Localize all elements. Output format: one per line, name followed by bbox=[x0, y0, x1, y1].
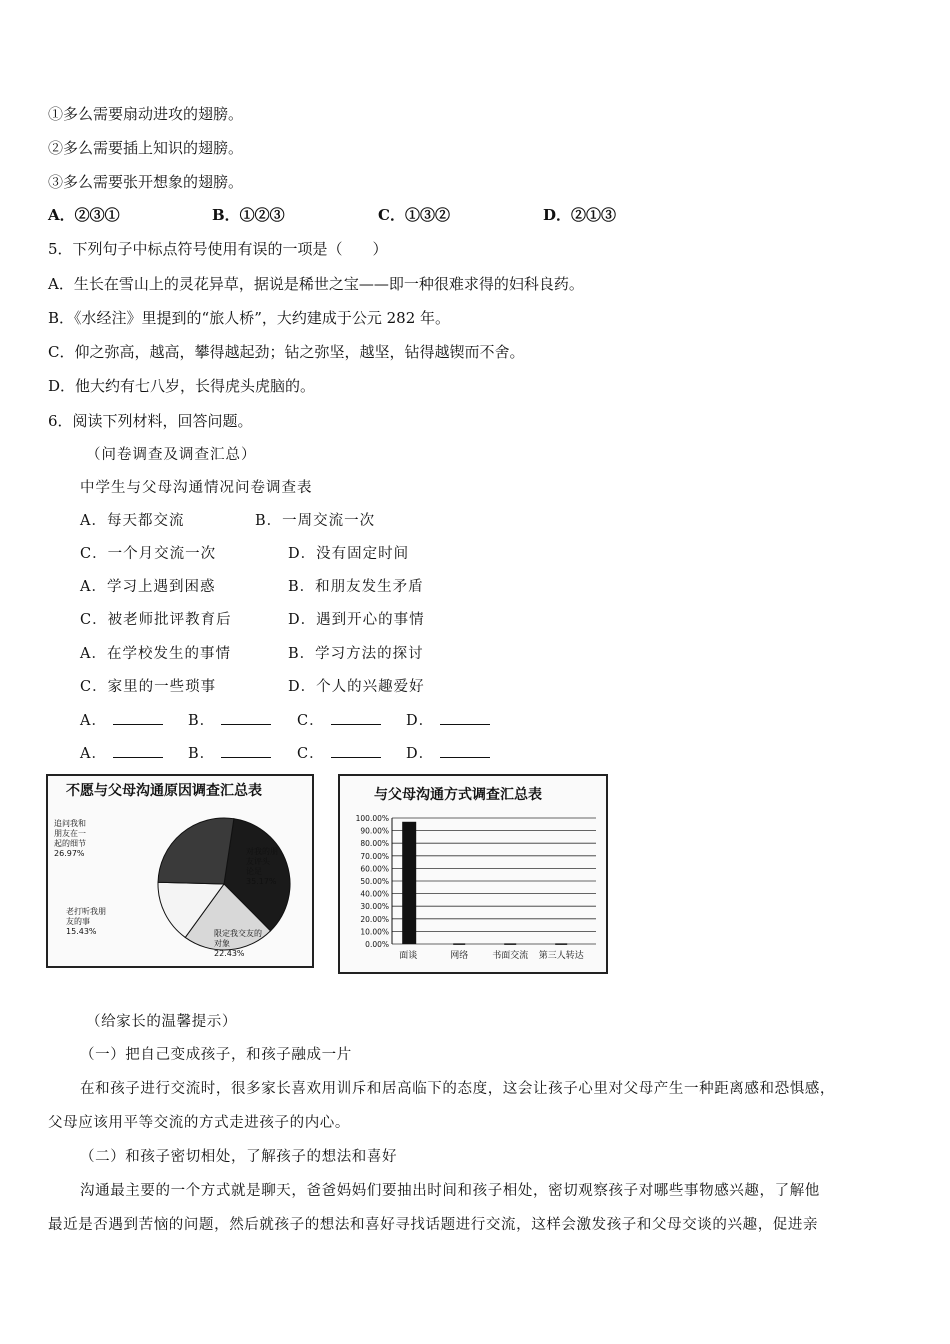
q4-option-1: ①多么需要扇动进攻的翅膀。 bbox=[48, 105, 244, 123]
q4-choice-b: B．①②③ bbox=[212, 206, 285, 224]
x-tick-label: 第三人转达 bbox=[538, 951, 584, 961]
blank-answer-c[interactable] bbox=[297, 742, 381, 763]
y-tick-label: 40.00% bbox=[360, 889, 389, 899]
pie-label: 老打听我朋 bbox=[66, 907, 106, 916]
blank-label: C． bbox=[297, 713, 325, 729]
blank-label: C． bbox=[297, 746, 325, 762]
bar bbox=[453, 943, 465, 945]
tips-paragraph-1-line-1: 在和孩子进行交流时，很多家长喜欢用训斥和居高临下的态度，这会让孩子心里对父母产生一种距离感和恐惧感， bbox=[80, 1081, 835, 1097]
blank-answer-c[interactable] bbox=[297, 709, 381, 730]
survey-item: B．一周交流一次 bbox=[255, 513, 376, 529]
blank-label: B． bbox=[188, 713, 216, 729]
pie-chart-title: 不愿与父母沟通原因调查汇总表 bbox=[66, 783, 262, 799]
survey-item: D．遇到开心的事情 bbox=[288, 612, 425, 628]
survey-item: B．和朋友发生矛盾 bbox=[288, 579, 424, 595]
q4-option-2: ②多么需要插上知识的翅膀。 bbox=[48, 139, 244, 157]
y-tick-label: 50.00% bbox=[360, 877, 389, 886]
pie-slice bbox=[158, 818, 234, 884]
x-tick-label: 网络 bbox=[450, 951, 469, 961]
tips-heading: （给家长的温馨提示） bbox=[86, 1014, 237, 1030]
survey-item: D．没有固定时间 bbox=[288, 546, 410, 562]
tips-subheading-2: （二）和孩子密切相处，了解孩子的想法和喜好 bbox=[80, 1149, 398, 1165]
blank-label: B． bbox=[188, 746, 216, 762]
blank-answer-a[interactable] bbox=[80, 709, 163, 730]
pie-label: 朋友在一 bbox=[54, 829, 86, 838]
pie-label: 论足 bbox=[246, 867, 262, 876]
pie-label: 对我的朋 bbox=[246, 847, 278, 856]
y-tick-label: 90.00% bbox=[360, 826, 389, 836]
pie-label: 22.43% bbox=[214, 949, 245, 958]
q4-choice-d: D．②①③ bbox=[543, 206, 617, 224]
y-tick-label: 80.00% bbox=[360, 839, 389, 849]
q4-option-3: ③多么需要张开想象的翅膀。 bbox=[48, 173, 244, 191]
y-tick-label: 60.00% bbox=[360, 864, 389, 874]
survey-item: B．学习方法的探讨 bbox=[288, 646, 424, 662]
tips-subheading-1: （一）把自己变成孩子，和孩子融成一片 bbox=[80, 1047, 352, 1063]
pie-label: 追问我和 bbox=[54, 819, 86, 828]
tips-paragraph-1-line-2: 父母应该用平等交流的方式走进孩子的内心。 bbox=[48, 1115, 350, 1131]
tips-paragraph-2-line-2: 最近是否遇到苦恼的问题，然后就孩子的想法和喜好寻找话题进行交流，这样会激发孩子和父母交谈的兴趣，促进亲 bbox=[48, 1217, 819, 1233]
y-tick-label: 100.00% bbox=[355, 814, 389, 823]
blank-answer-b[interactable] bbox=[188, 742, 271, 763]
survey-title: 中学生与父母沟通情况问卷调查表 bbox=[80, 480, 313, 496]
pie-label: 友的事 bbox=[66, 917, 90, 926]
y-tick-label: 20.00% bbox=[360, 914, 389, 924]
bar-chart bbox=[340, 776, 606, 972]
blank-answer-b[interactable] bbox=[188, 709, 271, 730]
blank-answer-a[interactable] bbox=[80, 742, 163, 763]
blank-label: A． bbox=[80, 746, 107, 762]
q5-option-b: B．《水经注》里提到的“旅人桥”，大约建成于公元 282 年。 bbox=[48, 309, 451, 327]
x-tick-label: 面谈 bbox=[399, 951, 418, 961]
bar bbox=[555, 943, 567, 945]
q6-stem: 6．阅读下列材料，回答问题。 bbox=[48, 412, 253, 430]
q5-stem: 5．下列句子中标点符号使用有误的一项是（ ） bbox=[48, 240, 388, 258]
pie-label: 起的细节 bbox=[54, 839, 86, 848]
q5-option-d: D．他大约有七八岁，长得虎头虎脑的。 bbox=[48, 377, 316, 395]
q5-option-a: A．生长在雪山上的灵花异草，据说是稀世之宝——即一种很难求得的妇科良药。 bbox=[48, 275, 584, 293]
y-tick-label: 0.00% bbox=[365, 940, 389, 949]
survey-item: C．家里的一些琐事 bbox=[80, 679, 217, 695]
q5-option-c: C．仰之弥高，越高，攀得越起劲；钻之弥坚，越坚，钻得越锲而不舍。 bbox=[48, 343, 525, 361]
survey-item: A．在学校发生的事情 bbox=[80, 646, 231, 662]
pie-label: 15.43% bbox=[66, 927, 97, 936]
survey-item: A．每天都交流 bbox=[80, 513, 185, 529]
y-tick-label: 30.00% bbox=[360, 902, 389, 912]
blank-answer-d[interactable] bbox=[406, 709, 490, 730]
tips-paragraph-2-line-1: 沟通最主要的一个方式就是聊天，爸爸妈妈们要抽出时间和孩子相处，密切观察孩子对哪些事物感兴趣，了解他 bbox=[80, 1183, 820, 1199]
pie-label: 限定我交友的 bbox=[214, 929, 262, 938]
survey-item: A．学习上遇到困惑 bbox=[80, 579, 216, 595]
blank-label: D． bbox=[406, 746, 435, 762]
q4-choice-a: A．②③① bbox=[48, 206, 120, 224]
q4-choice-c: C．①③② bbox=[378, 206, 450, 224]
y-tick-label: 10.00% bbox=[360, 927, 389, 937]
survey-item: C．一个月交流一次 bbox=[80, 546, 217, 562]
survey-item: C．被老师批评教育后 bbox=[80, 612, 232, 628]
pie-label: 35.17% bbox=[246, 877, 277, 886]
bar bbox=[402, 822, 416, 944]
pie-label: 对象 bbox=[214, 939, 230, 948]
bar-chart-title: 与父母沟通方式调查汇总表 bbox=[374, 787, 542, 803]
survey-section-heading: （问卷调查及调查汇总） bbox=[86, 447, 257, 463]
bar-chart-panel bbox=[338, 774, 608, 974]
pie-chart bbox=[48, 776, 312, 966]
y-tick-label: 70.00% bbox=[360, 851, 389, 861]
blank-label: A． bbox=[80, 713, 107, 729]
pie-label: 友评头 bbox=[246, 857, 270, 866]
x-tick-label: 书面交流 bbox=[492, 951, 529, 961]
survey-item: D．个人的兴趣爱好 bbox=[288, 679, 425, 695]
bar bbox=[504, 943, 516, 945]
pie-chart-panel bbox=[46, 774, 314, 968]
blank-label: D． bbox=[406, 713, 435, 729]
blank-answer-d[interactable] bbox=[406, 742, 490, 763]
pie-label: 26.97% bbox=[54, 849, 85, 858]
